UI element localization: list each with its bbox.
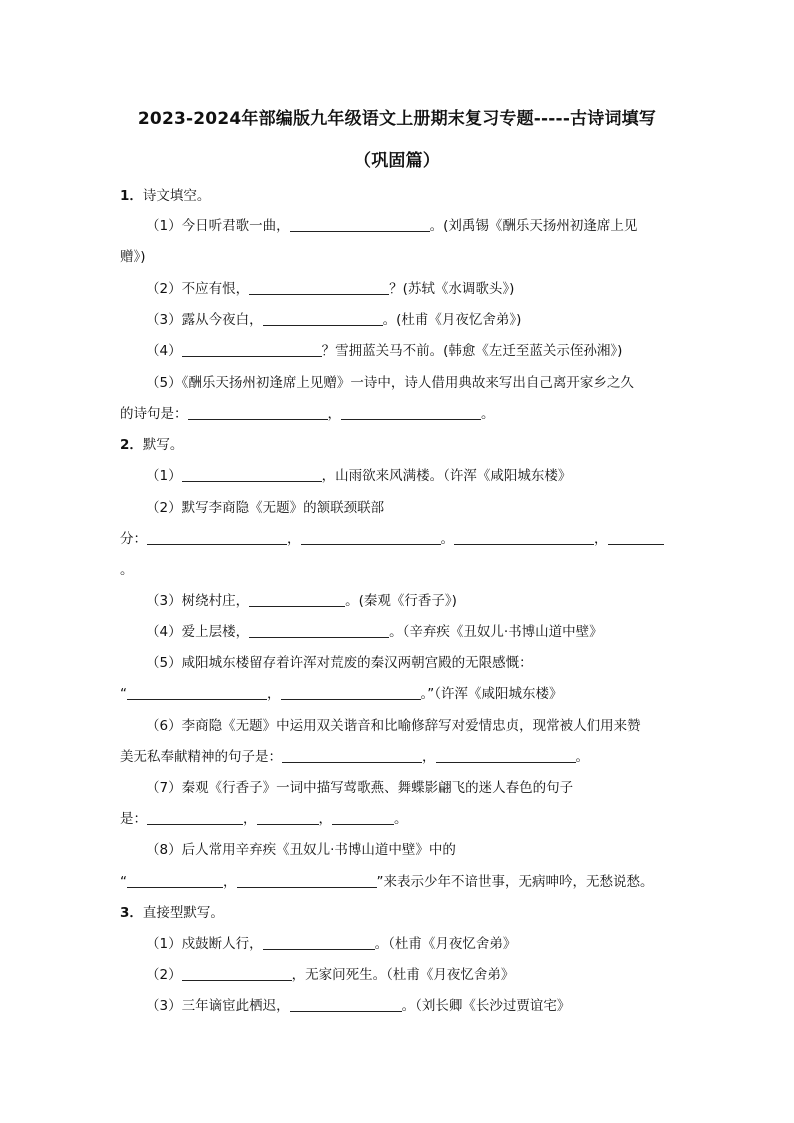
q2-item-2-end (120, 560, 134, 580)
worksheet-subtitle: （巩固篇） (354, 151, 440, 171)
answer-blank[interactable] (188, 405, 328, 420)
q2-item-8 (146, 840, 456, 860)
q3-number: 3． (120, 905, 143, 921)
q1-item-5-cont (120, 404, 495, 424)
q2-item-8-tail: ”来表示少年不谙世事，无病呻吟，无愁说愁。 (376, 874, 654, 890)
q1-item-4-text: （4） (146, 343, 182, 359)
q2-item-8-text: （8）后人常用辛弃疾《丑奴儿·书博山道中壁》中的 (146, 842, 456, 858)
answer-blank[interactable] (147, 810, 243, 825)
q3-item-2 (146, 965, 514, 985)
q2-item-3-text: （3）树绕村庄， (146, 593, 250, 609)
q1-item-1-source: 。(刘禹锡《酬乐天扬州初逢席上见 (429, 218, 638, 234)
q1-item-3-text: （3）露从今夜白， (146, 312, 263, 328)
answer-blank[interactable] (341, 405, 481, 420)
punct: 。 (481, 406, 495, 422)
q2-item-5-source: 。”（许浑《咸阳城东楼》 (420, 686, 563, 702)
q2-item-7-text: （7）秦观《行香子》一词中描写莺歌燕、舞蝶影翩飞的迷人春色的句子 (146, 780, 574, 796)
q1-item-2 (146, 279, 514, 299)
q3-item-2-text: （2） (146, 967, 182, 983)
answer-blank[interactable] (263, 311, 383, 326)
q2-item-4 (146, 622, 603, 642)
worksheet-title: 2023-2024年部编版九年级语文上册期末复习专题-----古诗词填写 (137, 109, 657, 129)
punct: ， (327, 406, 341, 422)
answer-blank[interactable] (436, 748, 576, 763)
q2-item-7-prompt: 是： (120, 811, 147, 827)
punct: ， (422, 749, 436, 765)
q2-item-7 (146, 778, 573, 798)
q1-item-2-source: ？(苏轼《水调歌头》) (389, 281, 515, 297)
q3-item-1-text: （1）戍鼓断人行， (146, 936, 263, 952)
punct: ， (594, 531, 608, 547)
q2-item-7-cont (120, 809, 408, 829)
q2-item-2-prompt: 分： (120, 531, 147, 547)
q1-item-4-source: ？雪拥蓝关马不前。(韩愈《左迁至蓝关示侄孙湘》) (321, 343, 623, 359)
q3-item-3-text: （3）三年谪宦此栖迟， (146, 998, 290, 1014)
q2-item-1-text: （1） (146, 468, 182, 484)
q1-item-4 (146, 341, 622, 361)
q2-item-2-text: （2）默写李商隐《无题》的颔联颈联部 (146, 500, 385, 516)
answer-blank[interactable] (257, 810, 319, 825)
q2-item-6-prompt: 美无私奉献精神的句子是： (120, 749, 282, 765)
q3-item-1-source: 。（杜甫《月夜忆舍弟》 (374, 936, 517, 952)
q2-item-2-cont (120, 529, 664, 549)
punct: 。 (440, 531, 454, 547)
q1-item-5 (146, 373, 634, 393)
answer-blank[interactable] (237, 873, 377, 888)
q2-item-4-source: 。（辛弃疾《丑奴儿·书博山道中壁》 (389, 624, 603, 640)
q2-number: 2． (120, 437, 143, 453)
q2-item-2 (146, 498, 384, 518)
q1-heading-text: 诗文填空。 (142, 188, 211, 204)
punct: 。 (394, 811, 408, 827)
punct: “ (120, 686, 127, 702)
answer-blank[interactable] (127, 685, 267, 700)
punct: ， (318, 811, 332, 827)
q1-item-1 (146, 216, 637, 236)
q2-item-3 (146, 591, 457, 611)
q1-item-1-cont (120, 247, 146, 267)
q1-number: 1． (120, 188, 143, 204)
answer-blank[interactable] (263, 935, 375, 950)
q1-heading (120, 186, 210, 206)
answer-blank[interactable] (332, 810, 394, 825)
answer-blank[interactable] (147, 530, 287, 545)
answer-blank[interactable] (281, 685, 421, 700)
q3-heading (120, 903, 224, 923)
answer-blank[interactable] (290, 217, 430, 232)
q2-item-6-text: （6）李商隐《无题》中运用双关谐音和比喻修辞写对爱情忠贞，现常被人们用来赞 (146, 718, 641, 734)
q1-item-3 (146, 310, 521, 330)
q1-item-5-text: （5）《酬乐天扬州初逢席上见赠》一诗中，诗人借用典故来写出自己离开家乡之久 (146, 375, 634, 391)
punct: “ (120, 874, 127, 890)
q1-item-1-source-end: 赠》) (120, 249, 146, 265)
answer-blank[interactable] (282, 748, 422, 763)
q2-item-6-cont (120, 747, 589, 767)
answer-blank[interactable] (182, 342, 322, 357)
q1-item-3-source: 。(杜甫《月夜忆舍弟》) (382, 312, 522, 328)
q2-item-5 (146, 653, 533, 673)
answer-blank[interactable] (608, 530, 664, 545)
q1-item-2-text: （2）不应有恨， (146, 281, 250, 297)
q3-item-2-source: ，无家问死生。（杜甫《月夜忆舍弟》 (291, 967, 515, 983)
answer-blank[interactable] (290, 997, 402, 1012)
q1-item-1-text: （1）今日听君歌一曲， (146, 218, 290, 234)
q2-item-5-cont (120, 684, 563, 704)
q2-item-1-source: ，山雨欲来风满楼。（许浑《咸阳城东楼》 (321, 468, 572, 484)
answer-blank[interactable] (301, 530, 441, 545)
q2-item-3-source: 。(秦观《行香子》) (345, 593, 457, 609)
q3-item-1 (146, 934, 516, 954)
answer-blank[interactable] (127, 873, 223, 888)
q1-item-5-prompt: 的诗句是： (120, 406, 188, 422)
answer-blank[interactable] (182, 467, 322, 482)
answer-blank[interactable] (249, 623, 389, 638)
answer-blank[interactable] (249, 592, 345, 607)
punct: ， (267, 686, 281, 702)
answer-blank[interactable] (182, 966, 292, 981)
q2-heading-text: 默写。 (142, 437, 184, 453)
answer-blank[interactable] (249, 280, 389, 295)
punct: ， (223, 874, 237, 890)
answer-blank[interactable] (454, 530, 594, 545)
q2-item-8-cont (120, 872, 654, 892)
punct: 。 (575, 749, 589, 765)
q2-item-1 (146, 466, 571, 486)
q2-heading (120, 435, 183, 455)
q2-item-6 (146, 716, 641, 736)
q3-heading-text: 直接型默写。 (142, 905, 224, 921)
q2-item-4-text: （4）爱上层楼， (146, 624, 250, 640)
punct: ， (287, 531, 301, 547)
q3-item-3 (146, 996, 570, 1016)
punct: 。 (120, 562, 134, 578)
q2-item-5-text: （5）咸阳城东楼留存着许浑对荒废的秦汉两朝宫殿的无限感慨： (146, 655, 533, 671)
q3-item-3-source: 。（刘长卿《长沙过贾谊宅》 (401, 998, 571, 1014)
punct: ， (243, 811, 257, 827)
